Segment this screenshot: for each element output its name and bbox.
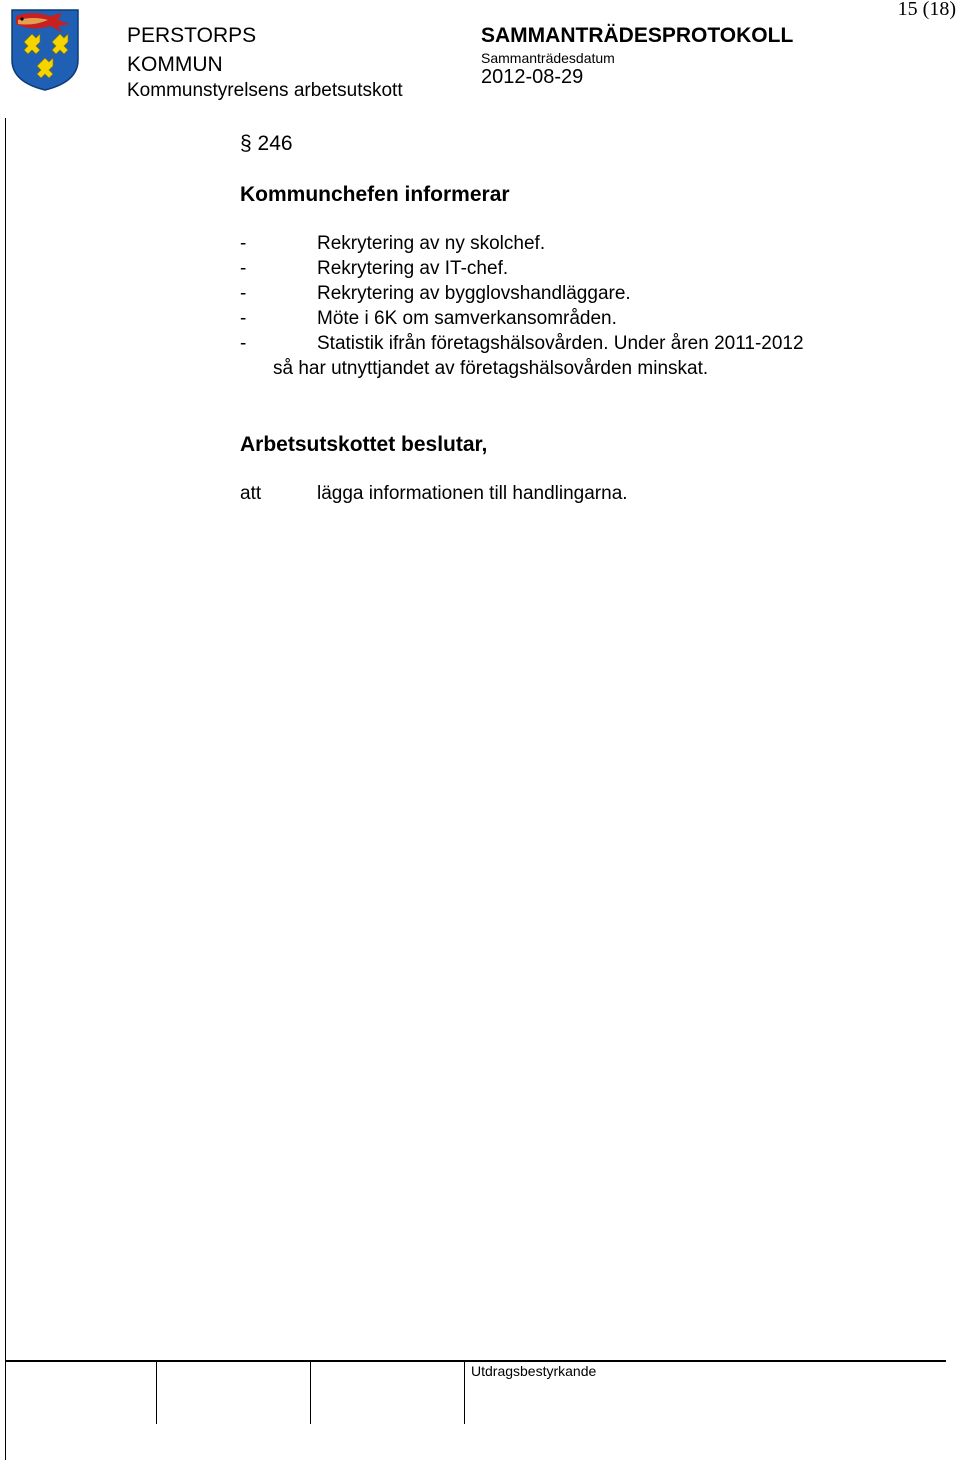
section-title: Kommunchefen informerar xyxy=(240,183,510,206)
paragraph-number: § 246 xyxy=(240,132,293,155)
signature-cell-divider xyxy=(464,1362,465,1424)
list-dash: - xyxy=(240,308,247,329)
page-number: 15 (18) xyxy=(897,0,956,20)
list-dash: - xyxy=(240,233,247,254)
list-dash: - xyxy=(240,258,247,279)
list-item-text: Statistik ifrån företagshälsovården. Under åren 2011-2012 xyxy=(317,333,804,354)
date-label: Sammanträdesdatum xyxy=(481,50,615,66)
coat-of-arms-icon xyxy=(10,8,80,92)
list-item xyxy=(240,283,631,305)
org-name-line2: KOMMUN xyxy=(127,53,223,76)
list-item xyxy=(240,333,804,355)
signature-cell-divider xyxy=(310,1362,311,1424)
list-item xyxy=(240,258,508,280)
list-item-continuation: så har utnyttjandet av företagshälsovården minskat. xyxy=(273,358,709,379)
left-margin-line xyxy=(5,118,6,1460)
decision-att: att xyxy=(240,483,262,504)
decision-heading: Arbetsutskottet beslutar, xyxy=(240,433,488,456)
list-item xyxy=(240,233,545,255)
signature-cell-divider xyxy=(156,1362,157,1424)
org-committee: Kommunstyrelsens arbetsutskott xyxy=(127,80,403,101)
list-dash: - xyxy=(240,283,247,304)
list-dash: - xyxy=(240,333,247,354)
org-name-line1: PERSTORPS xyxy=(127,24,257,47)
protocol-title: SAMMANTRÄDESPROTOKOLL xyxy=(481,24,794,47)
list-item-text: Rekrytering av bygglovshandläggare. xyxy=(317,283,631,304)
date-value: 2012-08-29 xyxy=(481,66,584,88)
list-item-text: Möte i 6K om samverkansområden. xyxy=(317,308,617,329)
list-item-text: Rekrytering av IT-chef. xyxy=(317,258,509,279)
list-item xyxy=(240,308,617,330)
list-item-text: Rekrytering av ny skolchef. xyxy=(317,233,546,254)
certification-label: Utdragsbestyrkande xyxy=(471,1363,597,1379)
footer-divider xyxy=(5,1360,946,1362)
decision-text: lägga informationen till handlingarna. xyxy=(317,483,628,504)
